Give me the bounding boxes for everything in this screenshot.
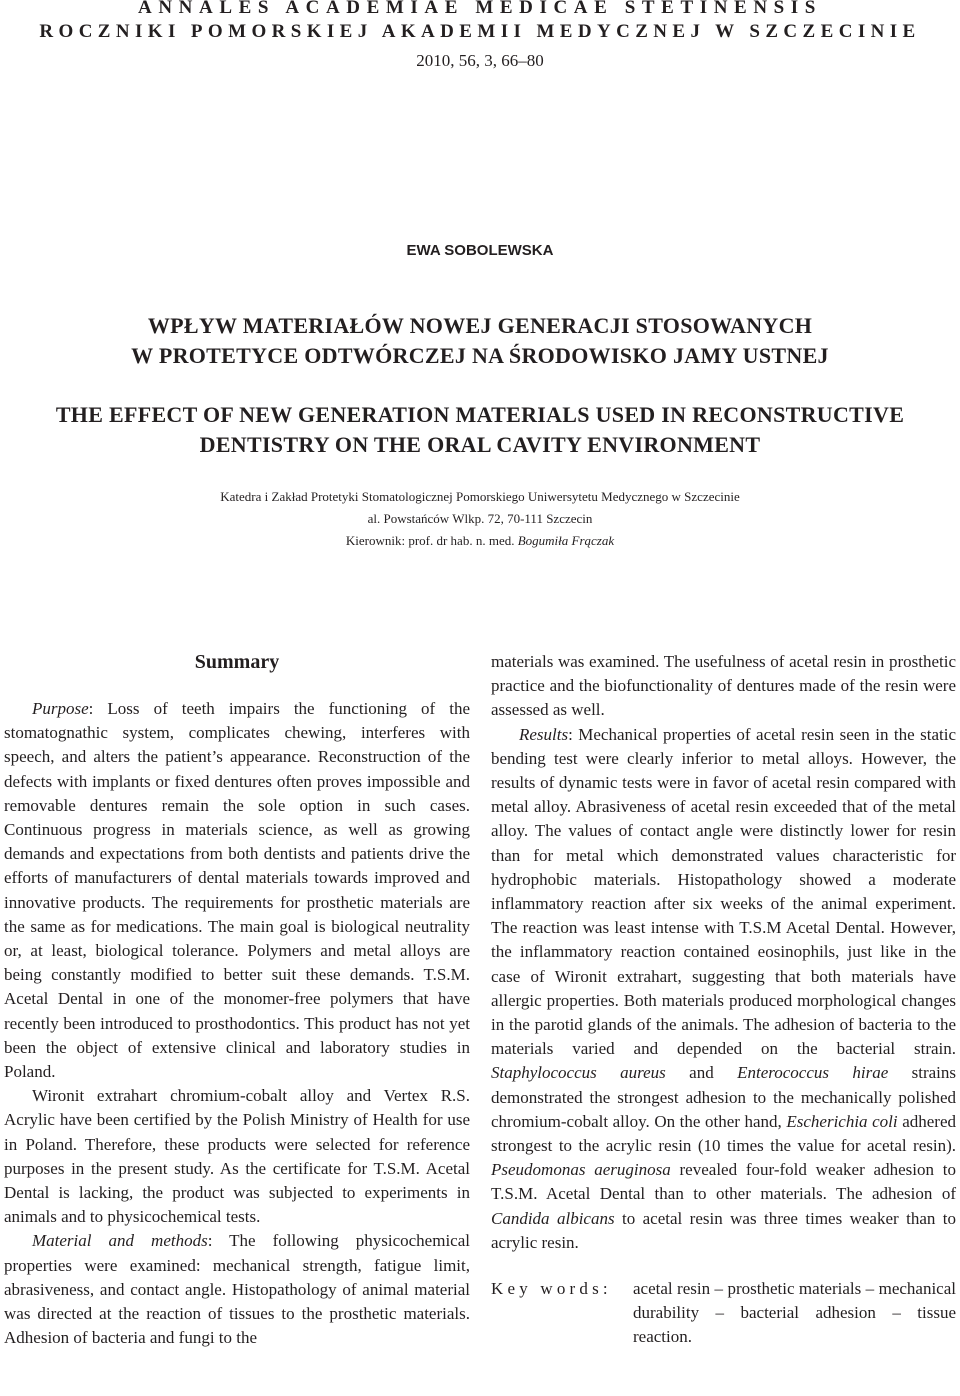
results-label: Results [519,724,569,744]
title-polish-line-2: W PROTETYCE ODTWÓRCZEJ NA ŚRODOWISKO JAMY USTNEJ [131,343,829,368]
title-english-line-1: THE EFFECT OF NEW GENERATION MATERIALS USED IN RECONSTRUCTIVE [55,402,905,427]
summary-right-column [491,650,956,1350]
title-polish-line-1: WPŁYW MATERIAŁÓW NOWEJ GENERACJI STOSOWANYCH [147,313,813,338]
purpose-text: : Loss of teeth impairs the functioning of the stomatognathic system, complicates chewing, interferes with speech, and alters the patient’s appearance. Reconstruction of the defects with implants or fixed dentures often proves impossible and removable dentures remain the sole option in such cases. Continuous progress in materials science, as well as growing demands and expectations from both dentists and patients drive the efforts of manufacturers of dental materials towards improved and innovative products. The requirements for prosthetic materials are the same as for medications. The main goal is biological neutrality or, at least, biological tolerance. Polymers and metal alloys are being constantly modified to better suit these demands. T.S.M. Acetal Dental in one of the monomer-free polymers that have recently been introduced to prosthodontics. This product has not yet been the object of extensive clinical and laboratory studies in Poland. [4,699,470,1082]
results-text-4: adhered strongest to the acrylic resin (10 times the value for acetal resin). [491,1111,956,1156]
species-candida: Candida albicans [491,1208,615,1228]
purpose-paragraph [4,697,470,1084]
results-text-2: and [665,1063,738,1083]
title-english-line-2: DENTISTRY ON THE ORAL CAVITY ENVIRONMENT [199,432,761,457]
results-text-5: revealed four-fold weaker adhesion to T.S.M. Acetal Dental than to other materials. The adhesion of [491,1160,956,1204]
affiliation-head-name: Bogumiła Frączak [517,533,615,548]
species-staphylococcus: Staphylococcus aureus [491,1063,666,1083]
citation: 2010, 56, 3, 66–80 [416,51,544,70]
summary-heading: Summary [194,651,280,673]
methods-paragraph-continued: materials was examined. The usefulness of acetal resin in prosthetic practice and the biofunctionality of dentures made of the resin were assessed as well. [491,652,956,720]
affiliation-head-prefix: Kierownik: prof. dr hab. n. med. [345,533,515,548]
purpose-label: Purpose [32,699,89,718]
methods-label: Material and methods [32,1231,208,1251]
author-name: EWA SOBOLEWSKA [406,242,554,259]
species-enterococcus: Enterococcus hirae [737,1063,889,1083]
species-escherichia: Escherichia coli [786,1111,898,1131]
journal-title-latin: ANNALES ACADEMIAE MEDICAE STETINENSIS [138,0,822,18]
affiliation-department: Katedra i Zakład Protetyki Stomatologicznej Pomorskiego Uniwersytetu Medycznego w Szczecinie [220,489,740,504]
results-paragraph [491,723,956,1255]
affiliation-address: al. Powstańców Wlkp. 72, 70-111 Szczecin [367,511,593,526]
paragraph-certification: Wironit extrahart chromium-cobalt alloy and Vertex R.S. Acrylic have been certified by the Polish Ministry of Health for use in Poland. Therefore, these products were selected for reference purposes in the present study. As the certificate for T.S.M. Acetal Dental is lacking, the product was subjected to experiments in animals and to physicochemical tests. [4,1086,470,1227]
results-text-6: to acetal resin was three times weaker than to acrylic resin. [491,1208,956,1252]
species-pseudomonas: Pseudomonas aeruginosa [491,1160,671,1180]
methods-text: : The following physicochemical properties were examined: mechanical strength, fatigue limit, abrasiveness, and contact angle. Histopathology of animal material was directed at the reaction of tissues to the prosthetic materials. Adhesion of bacteria and fungi to the [4,1231,470,1348]
journal-title-polish: ROCZNIKI POMORSKIEJ AKADEMII MEDYCZNEJ W SZCZECINIE [39,21,921,42]
results-text-1: : Mechanical properties of acetal resin seen in the static bending test were clearly inferior to metal alloys. However, the results of dynamic tests were in favor of acetal resin compared with metal alloy. Abrasiveness of acetal resin exceeded that of the metal alloy. The values of contact angle were distinctly lower for resin than for metal which demonstrated values characteristic for hydrophobic materials. Histopathology showed a moderate inflammatory reaction after six weeks of the animal experiment. The reaction was least intense with T.S.M Acetal Dental. However, the inflammatory reaction contained eosinophils, just like in the case of Wironit extrahart, suggesting that both materials have allergic properties. Both materials produced morphological changes in the parotid glands of the animals. The adhesion of bacteria to the materials varied and depended on the bacterial strain. [491,724,956,1059]
keywords [491,1277,956,1350]
affiliation-head [0,530,960,552]
methods-paragraph [4,1229,470,1350]
keywords-text: acetal resin – prosthetic materials – mechanical durability – bacterial adhesion – tissue reaction. [633,1279,956,1347]
results-text-3: strains demonstrated the strongest adhesion to the mechanically polished chromium-cobalt alloy. On the other hand, [491,1063,957,1131]
summary-left-column [4,697,470,1350]
keywords-label: Key words: [491,1279,612,1299]
